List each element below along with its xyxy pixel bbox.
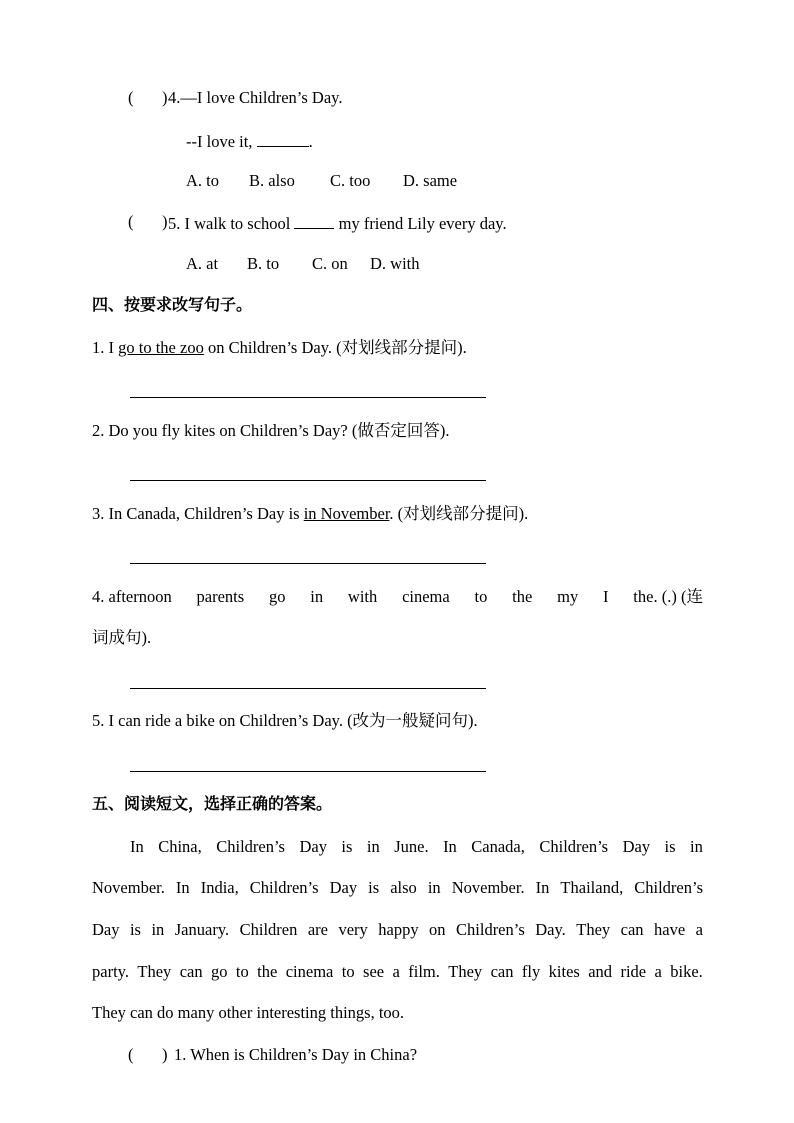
scramble-word: parents [196, 587, 245, 606]
rewrite-item-1-post: on Children’s Day. (对划线部分提问). [203, 338, 467, 357]
passage-word: to [235, 962, 249, 981]
passage-word: Children’s [539, 837, 609, 856]
passage-word: also [390, 878, 417, 897]
passage-word: can [620, 920, 644, 939]
passage-word: Children [239, 920, 298, 939]
passage-word: on [429, 920, 446, 939]
passage-word: Day [622, 837, 651, 856]
reading-q1-text: 1. When is Children’s Day in China? [174, 1045, 418, 1064]
passage-word: Children’s [249, 878, 319, 897]
passage-word: November. [451, 878, 525, 897]
section5-heading: 五、阅读短文，选择正确的答案。 [92, 794, 333, 813]
passage-word: is [341, 837, 353, 856]
passage-word: in [151, 920, 165, 939]
passage-word: cinema [285, 962, 334, 981]
passage-word: a [392, 962, 400, 981]
passage-word: ride [620, 962, 647, 981]
passage-word: and [588, 962, 613, 981]
reading-q1-paren-open: ( [128, 1045, 134, 1064]
passage-word: party. [92, 962, 129, 981]
rewrite-item-3-pre: 3. In Canada, Children’s Day is [92, 504, 304, 523]
rewrite-item-1 [92, 338, 467, 358]
passage-word: a [654, 962, 662, 981]
passage-word: bike. [670, 962, 703, 981]
q4-reply-blank[interactable] [257, 130, 309, 147]
passage-word: In [535, 878, 550, 897]
passage-word: in [366, 837, 380, 856]
passage-word: is [368, 878, 380, 897]
q5-option-a: A. at [186, 254, 219, 273]
passage-word: can [490, 962, 514, 981]
reading-q1-paren-close: ) [162, 1045, 168, 1064]
passage-word: They [576, 920, 611, 939]
q5-stem-blank[interactable] [294, 212, 334, 229]
passage-word: is [664, 837, 676, 856]
passage-word: Children’s [456, 920, 525, 939]
rewrite-item-3-post: . (对划线部分提问). [389, 504, 529, 523]
passage-word: In [443, 837, 457, 856]
passage-word: a [695, 920, 703, 939]
passage-word: happy [378, 920, 419, 939]
section4-heading: 四、按要求改写句子。 [92, 295, 253, 314]
passage-line-3 [92, 920, 703, 940]
passage-word: November. [92, 878, 165, 897]
scramble-word: cinema [402, 587, 450, 606]
q5-option-b: B. to [247, 254, 280, 273]
passage-word: Canada, [471, 837, 525, 856]
passage-word: in [427, 878, 441, 897]
scramble-word: 4. afternoon [92, 587, 172, 606]
rewrite-item-3-underlined: in November [303, 504, 390, 523]
scramble-word: I [603, 587, 609, 606]
scramble-word: to [474, 587, 488, 606]
passage-word: Children’s [634, 878, 703, 897]
scramble-word: the. (.) (连 [633, 587, 703, 606]
passage-word: June. [394, 837, 429, 856]
q4-option-c: C. too [330, 171, 371, 190]
passage-word: Day [92, 920, 120, 939]
q5-paren-close: ) [162, 212, 168, 231]
q5-stem-start: 5. I walk to school [168, 214, 295, 233]
passage-word: January. [174, 920, 230, 939]
passage-word: They [137, 962, 172, 981]
q4-stem: 4.—I love Children’s Day. [168, 88, 343, 107]
passage-word: They [448, 962, 483, 981]
answer-line-4[interactable] [130, 688, 486, 689]
passage-word: kites [548, 962, 580, 981]
q4-paren-close: ) [162, 88, 168, 107]
passage-line-1 [130, 837, 703, 857]
passage-word: India, [200, 878, 239, 897]
scramble-word: in [310, 587, 324, 606]
rewrite-item-5: 5. I can ride a bike on Children’s Day. (改为一般疑问句). [92, 711, 478, 730]
passage-word: are [307, 920, 328, 939]
passage-word: China, [158, 837, 202, 856]
reading-q1-answer-blank[interactable] [138, 1045, 162, 1065]
passage-word: Day. [535, 920, 566, 939]
answer-line-1[interactable] [130, 397, 486, 398]
passage-word: have [654, 920, 686, 939]
scramble-word: the [512, 587, 533, 606]
q4-reply-end: . [308, 132, 313, 151]
rewrite-item-1-underlined: go to the zoo [118, 338, 204, 357]
passage-line-2 [92, 878, 703, 898]
answer-line-3[interactable] [130, 563, 486, 564]
passage-word: fly [521, 962, 541, 981]
rewrite-item-4 [92, 587, 703, 607]
rewrite-item-2: 2. Do you fly kites on Children’s Day? (做否定回答). [92, 421, 450, 440]
rewrite-item-3 [92, 504, 528, 524]
passage-word: see [363, 962, 385, 981]
answer-line-5[interactable] [130, 771, 486, 772]
passage-word: the [257, 962, 278, 981]
q5-option-c: C. on [312, 254, 348, 273]
passage-word: In [175, 878, 190, 897]
passage-word: Day [329, 878, 358, 897]
q5-paren-open: ( [128, 212, 134, 231]
passage-word: Children’s [216, 837, 285, 856]
scramble-word: my [557, 587, 579, 606]
q4-reply-start: --I love it, [186, 132, 257, 151]
passage-word: to [341, 962, 355, 981]
q4-option-a: A. to [186, 171, 219, 190]
passage-word: can [179, 962, 203, 981]
answer-line-2[interactable] [130, 480, 486, 481]
passage-word: In [130, 837, 144, 856]
passage-word: go [211, 962, 228, 981]
q4-option-d: D. same [403, 171, 458, 190]
q4-reply [186, 130, 313, 152]
q5-answer-blank[interactable] [138, 212, 162, 232]
passage-line-5: They can do many other interesting things, too. [92, 1003, 405, 1022]
scramble-word: go [268, 587, 286, 606]
passage-word: Day [299, 837, 327, 856]
passage-line-4 [92, 962, 703, 982]
rewrite-item-1-pre: 1. I [92, 338, 119, 357]
passage-word: film. [408, 962, 440, 981]
q5-stem [168, 212, 507, 234]
q4-paren-open: ( [128, 88, 134, 107]
passage-word: is [129, 920, 141, 939]
scramble-word: with [347, 587, 378, 606]
q4-option-b: B. also [249, 171, 295, 190]
q4-answer-blank[interactable] [138, 88, 162, 108]
rewrite-item-4-cont: 词成句). [92, 628, 152, 647]
passage-word: very [338, 920, 368, 939]
passage-word: in [690, 837, 703, 856]
q5-stem-end: my friend Lily every day. [334, 214, 507, 233]
q5-option-d: D. with [370, 254, 420, 273]
passage-word: Thailand, [560, 878, 624, 897]
